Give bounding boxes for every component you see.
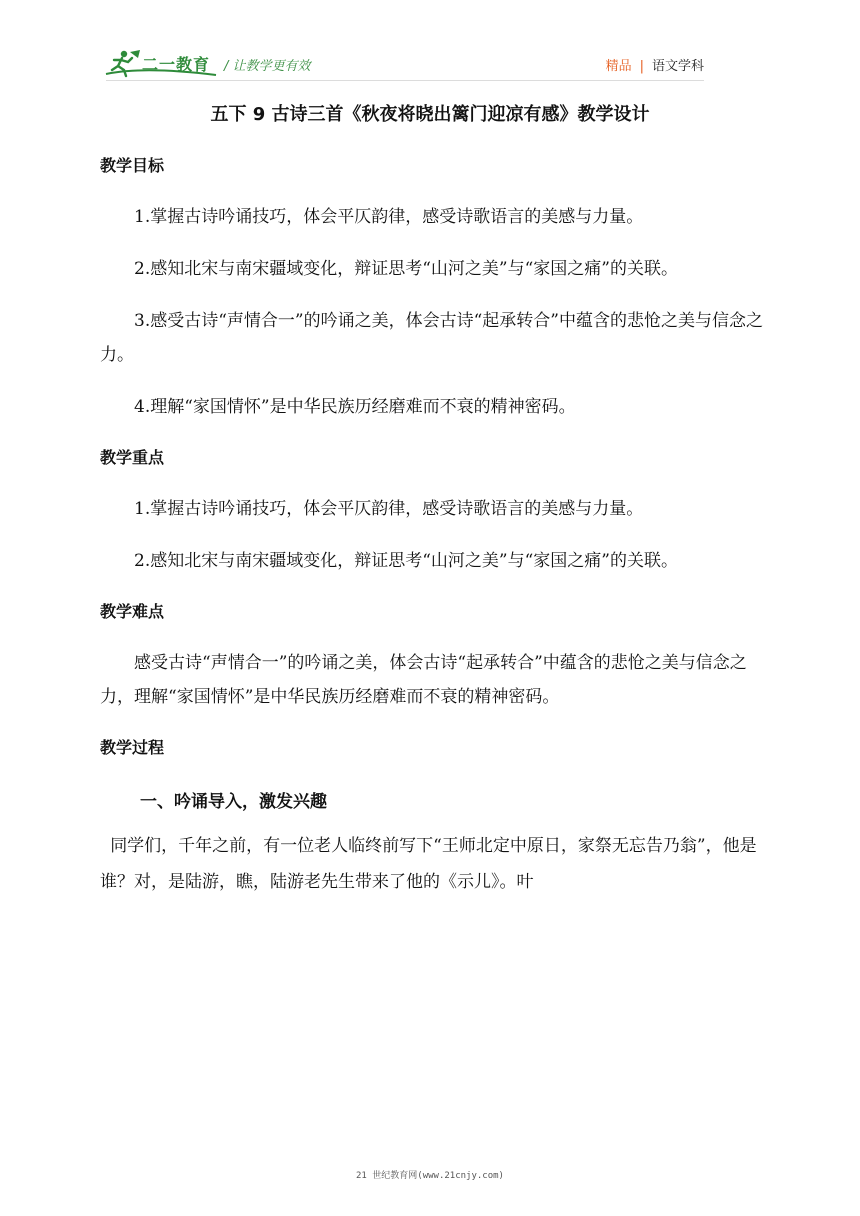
key-point-item: 1.掌握古诗吟诵技巧，体会平仄韵律，感受诗歌语言的美感与力量。 bbox=[134, 499, 644, 519]
process-step-title: 一、吟诵导入，激发兴趣 bbox=[140, 792, 327, 812]
document-body bbox=[100, 148, 764, 900]
section-heading-process: 教学过程 bbox=[100, 738, 165, 757]
page-footer: 21 世纪教育网(www.21cnjy.com) bbox=[356, 1171, 504, 1181]
page-header bbox=[0, 0, 860, 90]
header-right bbox=[606, 55, 704, 74]
section-heading-difficulties: 教学难点 bbox=[100, 602, 165, 621]
subject-label: 语文学科 bbox=[651, 59, 704, 74]
header-slogan: / 让教学更有效 bbox=[224, 59, 311, 74]
difficulties-text: 感受古诗“声情合一”的吟诵之美，体会古诗“起承转合”中蕴含的悲怆之美与信念之力，理解“家国情怀”是中华民族历经磨难而不衰的精神密码。 bbox=[100, 653, 747, 707]
goal-item: 1.掌握古诗吟诵技巧，体会平仄韵律，感受诗歌语言的美感与力量。 bbox=[134, 207, 644, 227]
section-heading-key-points: 教学重点 bbox=[100, 448, 165, 467]
process-step-text: 同学们，千年之前，有一位老人临终前写下“王师北定中原日，家祭无忘告乃翁”，他是谁？对，是陆游，瞧，陆游老先生带来了他的《示儿》。叶 bbox=[100, 836, 757, 892]
document-title: 五下 9 古诗三首《秋夜将晓出篱门迎凉有感》教学设计 bbox=[210, 104, 650, 125]
key-point-item: 2.感知北宋与南宋疆域变化，辩证思考“山河之美”与“家国之痛”的关联。 bbox=[134, 551, 678, 571]
logo-text: 二一教育 bbox=[142, 55, 211, 74]
header-divider bbox=[106, 80, 704, 81]
section-heading-goals: 教学目标 bbox=[100, 156, 165, 175]
goal-item: 3.感受古诗“声情合一”的吟诵之美，体会古诗“起承转合”中蕴含的悲怆之美与信念之力。 bbox=[100, 311, 763, 365]
premium-label: 精品 bbox=[605, 59, 632, 74]
goal-item: 2.感知北宋与南宋疆域变化，辩证思考“山河之美”与“家国之痛”的关联。 bbox=[134, 259, 678, 279]
header-separator: | bbox=[639, 59, 644, 74]
goal-item: 4.理解“家国情怀”是中华民族历经磨难而不衰的精神密码。 bbox=[134, 397, 576, 417]
